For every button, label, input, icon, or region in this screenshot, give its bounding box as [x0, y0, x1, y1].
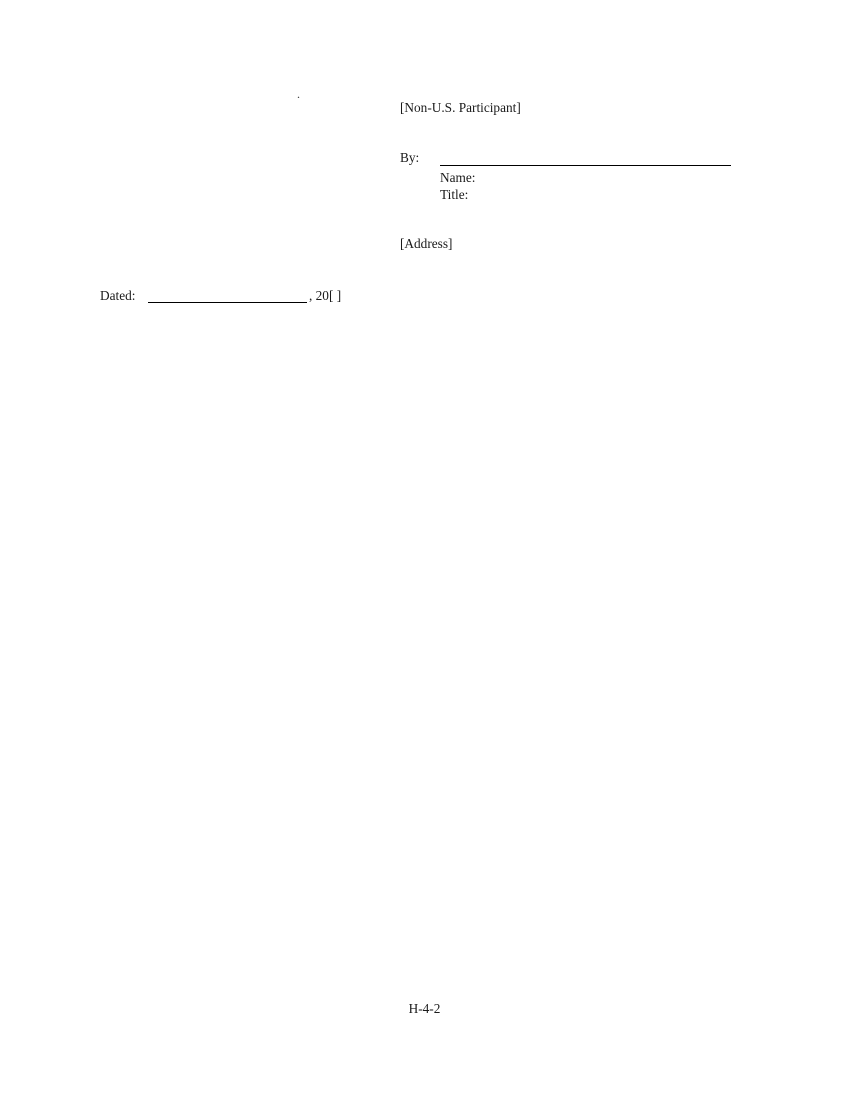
by-label: By:	[400, 150, 420, 165]
name-label: Name:	[440, 170, 476, 185]
dated-year-suffix: , 20[ ]	[309, 288, 342, 303]
address-label: [Address]	[400, 236, 453, 251]
dated-blank-line	[148, 289, 307, 303]
dated-label: Dated:	[100, 288, 136, 303]
participant-label: [Non-U.S. Participant]	[400, 100, 521, 115]
stray-period-mark: .	[297, 87, 300, 101]
title-label: Title:	[440, 187, 469, 202]
signature-blank-line	[440, 152, 731, 166]
page-number: H-4-2	[408, 1001, 441, 1016]
